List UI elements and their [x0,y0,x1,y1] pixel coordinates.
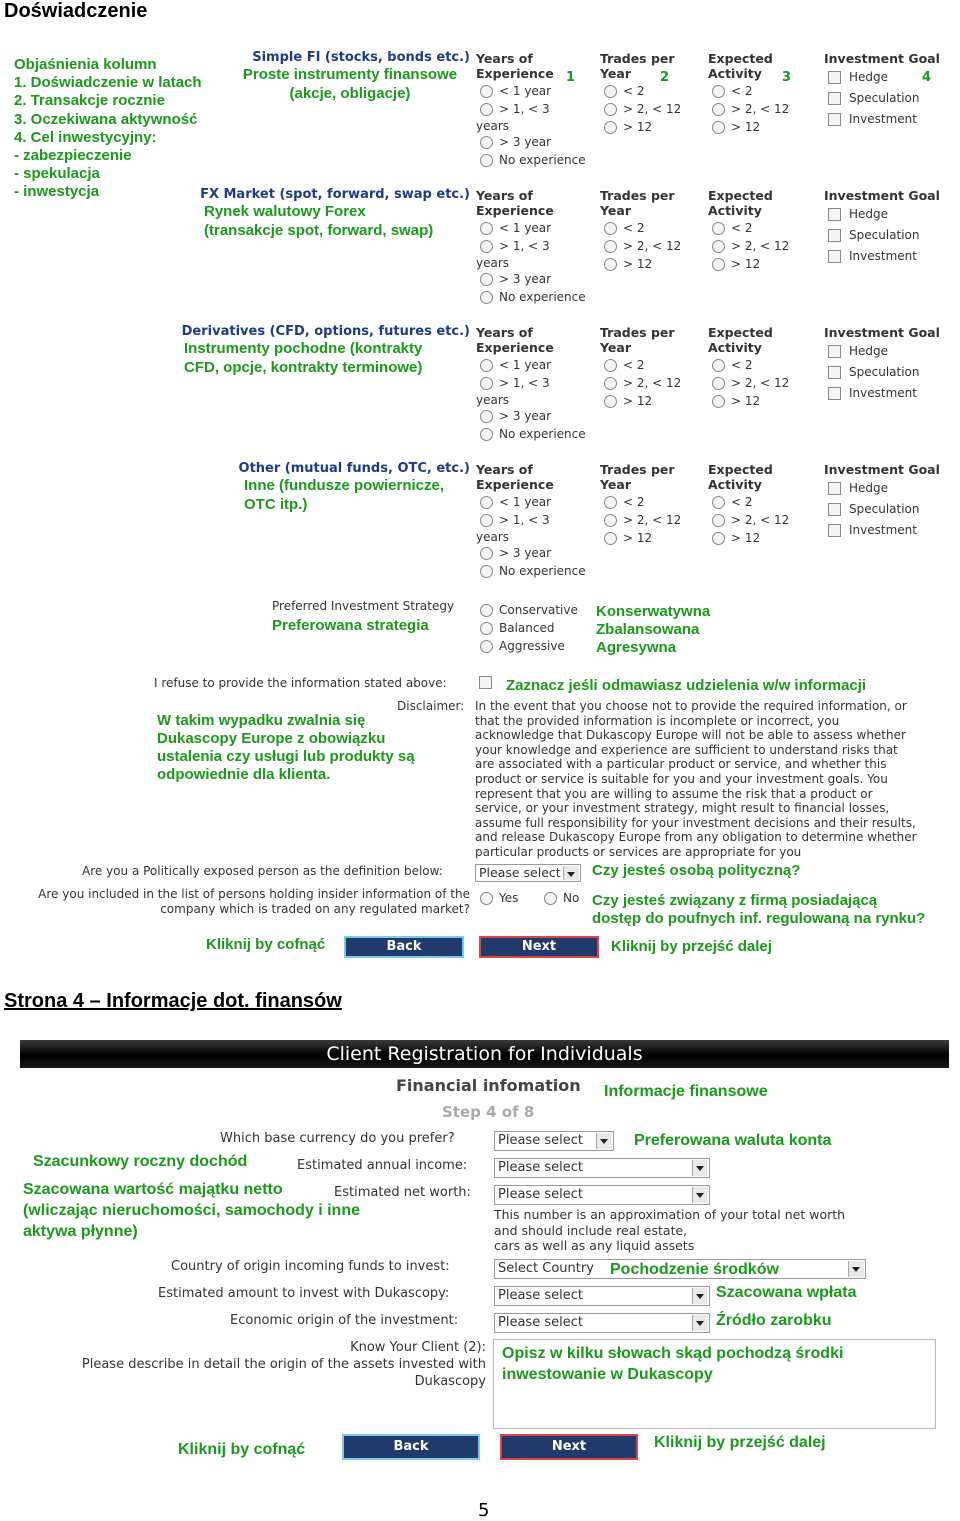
strategy-options-pl: Konserwatywna Zbalansowana Agresywna [596,603,711,656]
radio-years-none[interactable] [480,291,493,304]
trades-lt2[interactable]: < 2 [604,356,681,374]
radio-years-none[interactable] [480,154,493,167]
years-options: < 1 year > 1, < 3 years > 3 year No experience [480,493,586,580]
header-trades: Trades per Year [600,325,675,355]
strategy-label: Preferred Investment Strategy [272,599,455,613]
radio-activity-2to12[interactable] [712,103,725,116]
insider-no[interactable]: No [544,889,579,907]
networth-note: This number is an approximation of your total net worth and should include real estate, cars as well as any liquid assets [494,1207,846,1253]
years-none[interactable]: No experience [480,425,586,443]
instrument-label-1: FX Market (spot, forward, swap etc.) [200,187,470,202]
insider-label-pl: Czy jesteś związany z firmą posiadającą dostęp do poufnych inf. regulowaną na rynku? [592,892,926,927]
activity-options [712,82,789,136]
back-button-2[interactable]: Back [342,1434,480,1460]
radio-activity-2to12[interactable] [712,514,725,527]
trades-gt12[interactable]: > 12 [604,392,681,410]
strategy-conservative[interactable]: Conservative [480,601,578,619]
header-years: Years of Experience [476,462,554,492]
header-years: Years of Experience [476,325,554,355]
radio-trades-gt12[interactable] [604,121,617,134]
insider-yes[interactable]: Yes [480,889,518,907]
radio-no[interactable] [544,892,557,905]
radio-aggressive[interactable] [480,640,493,653]
country-label-pl: Pochodzenie środków [610,1261,779,1278]
radio-activity-lt2[interactable] [712,359,725,372]
next-hint-2: Kliknij by przejść dalej [654,1434,826,1451]
income-label-pl: Szacunkowy roczny dochód [33,1153,248,1170]
goal-hedge[interactable]: Hedge [828,478,920,499]
header-activity: Expected Activity [708,325,773,355]
years-options: < 1 year > 1, < 3 years > 3 year No experience [480,356,586,443]
back-hint-2: Kliknij by cofnąć [178,1441,306,1458]
radio-trades-2to12[interactable] [604,377,617,390]
chevron-down-icon [692,1160,708,1176]
trades-options [604,493,681,547]
header-goal: Investment Goal [824,51,940,66]
instrument-label-2: Derivatives (CFD, options, futures etc.) [181,324,470,339]
income-select[interactable]: Please select [494,1158,710,1178]
pep-select[interactable]: Please select [475,864,581,882]
radio-activity-lt2[interactable] [712,496,725,509]
radio-years-1to3[interactable] [480,377,493,390]
trades-2to12[interactable]: > 2, < 12 [604,374,681,392]
trades-2to12[interactable]: > 2, < 12 [604,237,681,255]
goal-hedge[interactable]: Hedge [828,341,920,362]
radio-activity-gt12[interactable] [712,395,725,408]
panel-title: Client Registration for Individuals [326,1043,643,1065]
radio-trades-gt12[interactable] [604,258,617,271]
radio-years-none[interactable] [480,428,493,441]
radio-trades-lt2[interactable] [604,85,617,98]
instrument-label-pl-1: Rynek walutowy Forex (transakcje spot, forward, swap) [204,203,434,239]
activity-gt12[interactable]: > 12 [712,529,789,547]
header-years: Years of Experience [476,51,554,81]
goal-options [828,67,920,130]
goal-speculation[interactable]: Speculation [828,499,920,520]
checkbox-investment[interactable] [828,387,841,400]
pep-label-pl: Czy jesteś osobą polityczną? [592,862,801,879]
activity-options [712,219,789,273]
radio-years-lt1[interactable] [480,496,493,509]
radio-yes[interactable] [480,892,493,905]
chevron-down-icon [596,1133,612,1149]
years-lt1[interactable]: < 1 year [480,493,586,511]
section-title-experience: Doświadczenie [4,0,148,22]
activity-gt12[interactable]: > 12 [712,118,789,136]
checkbox-speculation[interactable] [828,503,841,516]
years-lt1[interactable]: < 1 year [480,356,586,374]
strategy-options [480,601,578,655]
header-trades: Trades per Year [600,51,675,81]
panel-header [20,1040,949,1068]
strategy-aggressive[interactable]: Aggressive [480,637,578,655]
activity-options [712,493,789,547]
income-label: Estimated annual income: [297,1158,468,1173]
trades-2to12[interactable]: > 2, < 12 [604,511,681,529]
radio-years-gt3[interactable] [480,273,493,286]
column-number-1: 1 [566,70,576,85]
goal-hedge[interactable]: Hedge [828,67,920,88]
years-lt1[interactable]: < 1 year [480,82,586,100]
years-1to3[interactable]: > 1, < 3 [480,100,586,118]
years-options: < 1 year > 1, < 3 years > 3 year No experience [480,82,586,169]
years-1to3[interactable]: > 1, < 3 [480,374,586,392]
years-none[interactable]: No experience [480,151,586,169]
amount-select[interactable]: Please select [494,1286,710,1306]
radio-activity-2to12[interactable] [712,240,725,253]
networth-label: Estimated net worth: [334,1185,471,1200]
column-number-2: 2 [660,70,670,85]
activity-gt12[interactable]: > 12 [712,255,789,273]
years-gt3[interactable]: > 3 year [480,270,586,288]
instrument-label-0: Simple FI (stocks, bonds etc.) [252,50,470,65]
radio-years-gt3[interactable] [480,547,493,560]
radio-years-gt3[interactable] [480,136,493,149]
activity-lt2[interactable]: < 2 [712,219,789,237]
column-legend: Objaśnienia kolumn 1. Doświadczenie w latach 2. Transakcje rocznie 3. Oczekiwana aktywność 4. Cel inwestycyjny: - zabezpieczenie - spekulacja - inwestycja [14,56,202,201]
instrument-label-3: Other (mutual funds, OTC, etc.) [238,461,470,476]
chevron-down-icon [692,1288,708,1304]
next-button-2[interactable]: Next [500,1434,638,1460]
currency-label: Which base currency do you prefer? [220,1131,455,1146]
header-activity: Expected Activity [708,462,773,492]
column-number-4: 4 [922,70,932,85]
disclaimer-pl: W takim wypadku zwalnia się Dukascopy Europe z obowiązku ustalenia czy usługi lub produkty są odpowiednie dla klienta. [157,712,415,783]
goal-options [828,478,920,541]
checkbox-speculation[interactable] [828,229,841,242]
chevron-down-icon [692,1315,708,1331]
radio-activity-gt12[interactable] [712,532,725,545]
radio-years-none[interactable] [480,565,493,578]
radio-years-1to3[interactable] [480,514,493,527]
radio-activity-gt12[interactable] [712,121,725,134]
years-1to3[interactable]: > 1, < 3 [480,511,586,529]
activity-2to12[interactable]: > 2, < 12 [712,237,789,255]
checkbox-investment[interactable] [828,524,841,537]
header-trades: Trades per Year [600,188,675,218]
chevron-down-icon [563,866,579,880]
years-none[interactable]: No experience [480,562,586,580]
refuse-label-pl: Zaznacz jeśli odmawiasz udzielenia w/w informacji [506,677,867,694]
instrument-label-pl-2: Instrumenty pochodne (kontrakty CFD, opcje, kontrakty terminowe) [184,340,423,376]
activity-2to12[interactable]: > 2, < 12 [712,374,789,392]
radio-trades-lt2[interactable] [604,496,617,509]
activity-lt2[interactable]: < 2 [712,82,789,100]
radio-activity-2to12[interactable] [712,377,725,390]
header-goal: Investment Goal [824,188,940,203]
radio-trades-2to12[interactable] [604,514,617,527]
pep-label: Are you a Politically exposed person as the definition below: [82,864,443,878]
years-gt3[interactable]: > 3 year [480,544,586,562]
radio-balanced[interactable] [480,622,493,635]
radio-trades-2to12[interactable] [604,103,617,116]
insider-label: Are you included in the list of persons holding insider information of the company which is traded on any regulated market? [38,887,470,916]
goal-hedge[interactable]: Hedge [828,204,920,225]
years-none[interactable]: No experience [480,288,586,306]
activity-options [712,356,789,410]
kyc-textarea[interactable] [493,1339,936,1429]
activity-lt2[interactable]: < 2 [712,356,789,374]
amount-label: Estimated amount to invest with Dukascopy: [158,1286,450,1301]
years-gt3[interactable]: > 3 year [480,407,586,425]
radio-activity-gt12[interactable] [712,258,725,271]
next-hint: Kliknij by przejść dalej [611,938,772,955]
strategy-label-pl: Preferowana strategia [272,617,429,634]
chevron-down-icon [692,1187,708,1203]
currency-select[interactable]: Please select [494,1131,614,1151]
goal-speculation[interactable]: Speculation [828,225,920,246]
checkbox-speculation[interactable] [828,92,841,105]
activity-2to12[interactable]: > 2, < 12 [712,511,789,529]
activity-2to12[interactable]: > 2, < 12 [712,100,789,118]
trades-options [604,82,681,136]
checkbox-hedge[interactable] [828,345,841,358]
radio-trades-2to12[interactable] [604,240,617,253]
networth-label-pl: Szacowana wartość majątku netto (wliczając nieruchomości, samochody i inne aktywa płynne) [23,1181,360,1240]
goal-investment[interactable]: Investment [828,383,920,404]
origin-label: Economic origin of the investment: [230,1313,459,1328]
radio-trades-lt2[interactable] [604,222,617,235]
radio-trades-gt12[interactable] [604,395,617,408]
country-label: Country of origin incoming funds to invest: [171,1259,450,1274]
goal-speculation[interactable]: Speculation [828,362,920,383]
refuse-label: I refuse to provide the information stated above: [154,676,447,690]
checkbox-investment[interactable] [828,250,841,263]
goal-investment[interactable]: Investment [828,246,920,267]
trades-lt2[interactable]: < 2 [604,82,681,100]
radio-years-1to3[interactable] [480,240,493,253]
trades-gt12[interactable]: > 12 [604,255,681,273]
checkbox-hedge[interactable] [828,71,841,84]
checkbox-hedge[interactable] [828,208,841,221]
goal-options [828,204,920,267]
trades-gt12[interactable]: > 12 [604,118,681,136]
radio-trades-lt2[interactable] [604,359,617,372]
trades-2to12[interactable]: > 2, < 12 [604,100,681,118]
origin-label-pl: Źródło zarobku [716,1312,832,1329]
trades-lt2[interactable]: < 2 [604,219,681,237]
page-number: 5 [478,1500,490,1521]
trades-gt12[interactable]: > 12 [604,529,681,547]
goal-options [828,341,920,404]
next-button[interactable]: Next [479,936,599,958]
origin-select[interactable]: Please select [494,1313,710,1333]
goal-investment[interactable]: Investment [828,520,920,541]
radio-years-lt1[interactable] [480,359,493,372]
refuse-checkbox[interactable] [479,676,492,689]
currency-label-pl: Preferowana waluta konta [634,1132,832,1149]
networth-select[interactable]: Please select [494,1185,710,1205]
disclaimer-text: In the event that you choose not to provide the required information, or that the provided information is incomplete or incorrect, you acknowledge that Dukascopy Europe will not be able to assess whether your knowledge and experience are sufficient to understand risks that are associated with a particular product or service, and whether this product or service is suitable for you and your investment goals. You represent that you are willing to assume the risk that a product or service, or your investment strategy, might result to financial losses, assume full responsibility for your investment decisions and their results, and release Dukascopy Europe from any obligation to determine whether particular products or services are appropriate for you [475,699,917,859]
panel-subtitle: Financial infomation [396,1076,581,1095]
header-activity: Expected Activity [708,51,773,81]
back-hint: Kliknij by cofnąć [206,936,326,953]
instrument-label-pl-0: Proste instrumenty finansowe (akcje, obligacje) [242,66,458,102]
step-indicator: Step 4 of 8 [442,1103,535,1121]
kyc-label: Know Your Client (2): Please describe in detail the origin of the assets invested with Dukascopy [81,1340,486,1389]
chevron-down-icon [848,1261,864,1277]
radio-years-lt1[interactable] [480,222,493,235]
radio-years-gt3[interactable] [480,410,493,423]
checkbox-investment[interactable] [828,113,841,126]
instrument-label-pl-3: Inne (fundusze powiernicze, OTC itp.) [244,477,445,513]
back-button[interactable]: Back [344,936,464,958]
radio-years-lt1[interactable] [480,85,493,98]
checkbox-speculation[interactable] [828,366,841,379]
goal-investment[interactable]: Investment [828,109,920,130]
radio-activity-lt2[interactable] [712,85,725,98]
header-activity: Expected Activity [708,188,773,218]
header-goal: Investment Goal [824,462,940,477]
disclaimer-label: Disclaimer: [397,699,465,713]
header-goal: Investment Goal [824,325,940,340]
header-years: Years of Experience [476,188,554,218]
goal-speculation[interactable]: Speculation [828,88,920,109]
checkbox-hedge[interactable] [828,482,841,495]
years-lt1[interactable]: < 1 year [480,219,586,237]
trades-lt2[interactable]: < 2 [604,493,681,511]
radio-years-1to3[interactable] [480,103,493,116]
country-select[interactable]: Select Country [494,1259,866,1279]
radio-conservative[interactable] [480,604,493,617]
header-trades: Trades per Year [600,462,675,492]
kyc-label-pl: Opisz w kilku słowach skąd pochodzą środki inwestowanie w Dukascopy [502,1345,844,1383]
strategy-balanced[interactable]: Balanced [480,619,578,637]
activity-lt2[interactable]: < 2 [712,493,789,511]
radio-trades-gt12[interactable] [604,532,617,545]
years-options: < 1 year > 1, < 3 years > 3 year No experience [480,219,586,306]
years-gt3[interactable]: > 3 year [480,133,586,151]
section-title-finance: Strona 4 – Informacje dot. finansów [4,990,342,1012]
activity-gt12[interactable]: > 12 [712,392,789,410]
trades-options [604,356,681,410]
amount-label-pl: Szacowana wpłata [716,1284,857,1301]
radio-activity-lt2[interactable] [712,222,725,235]
panel-subtitle-pl: Informacje finansowe [604,1083,768,1100]
trades-options [604,219,681,273]
column-number-3: 3 [782,70,792,85]
years-1to3[interactable]: > 1, < 3 [480,237,586,255]
